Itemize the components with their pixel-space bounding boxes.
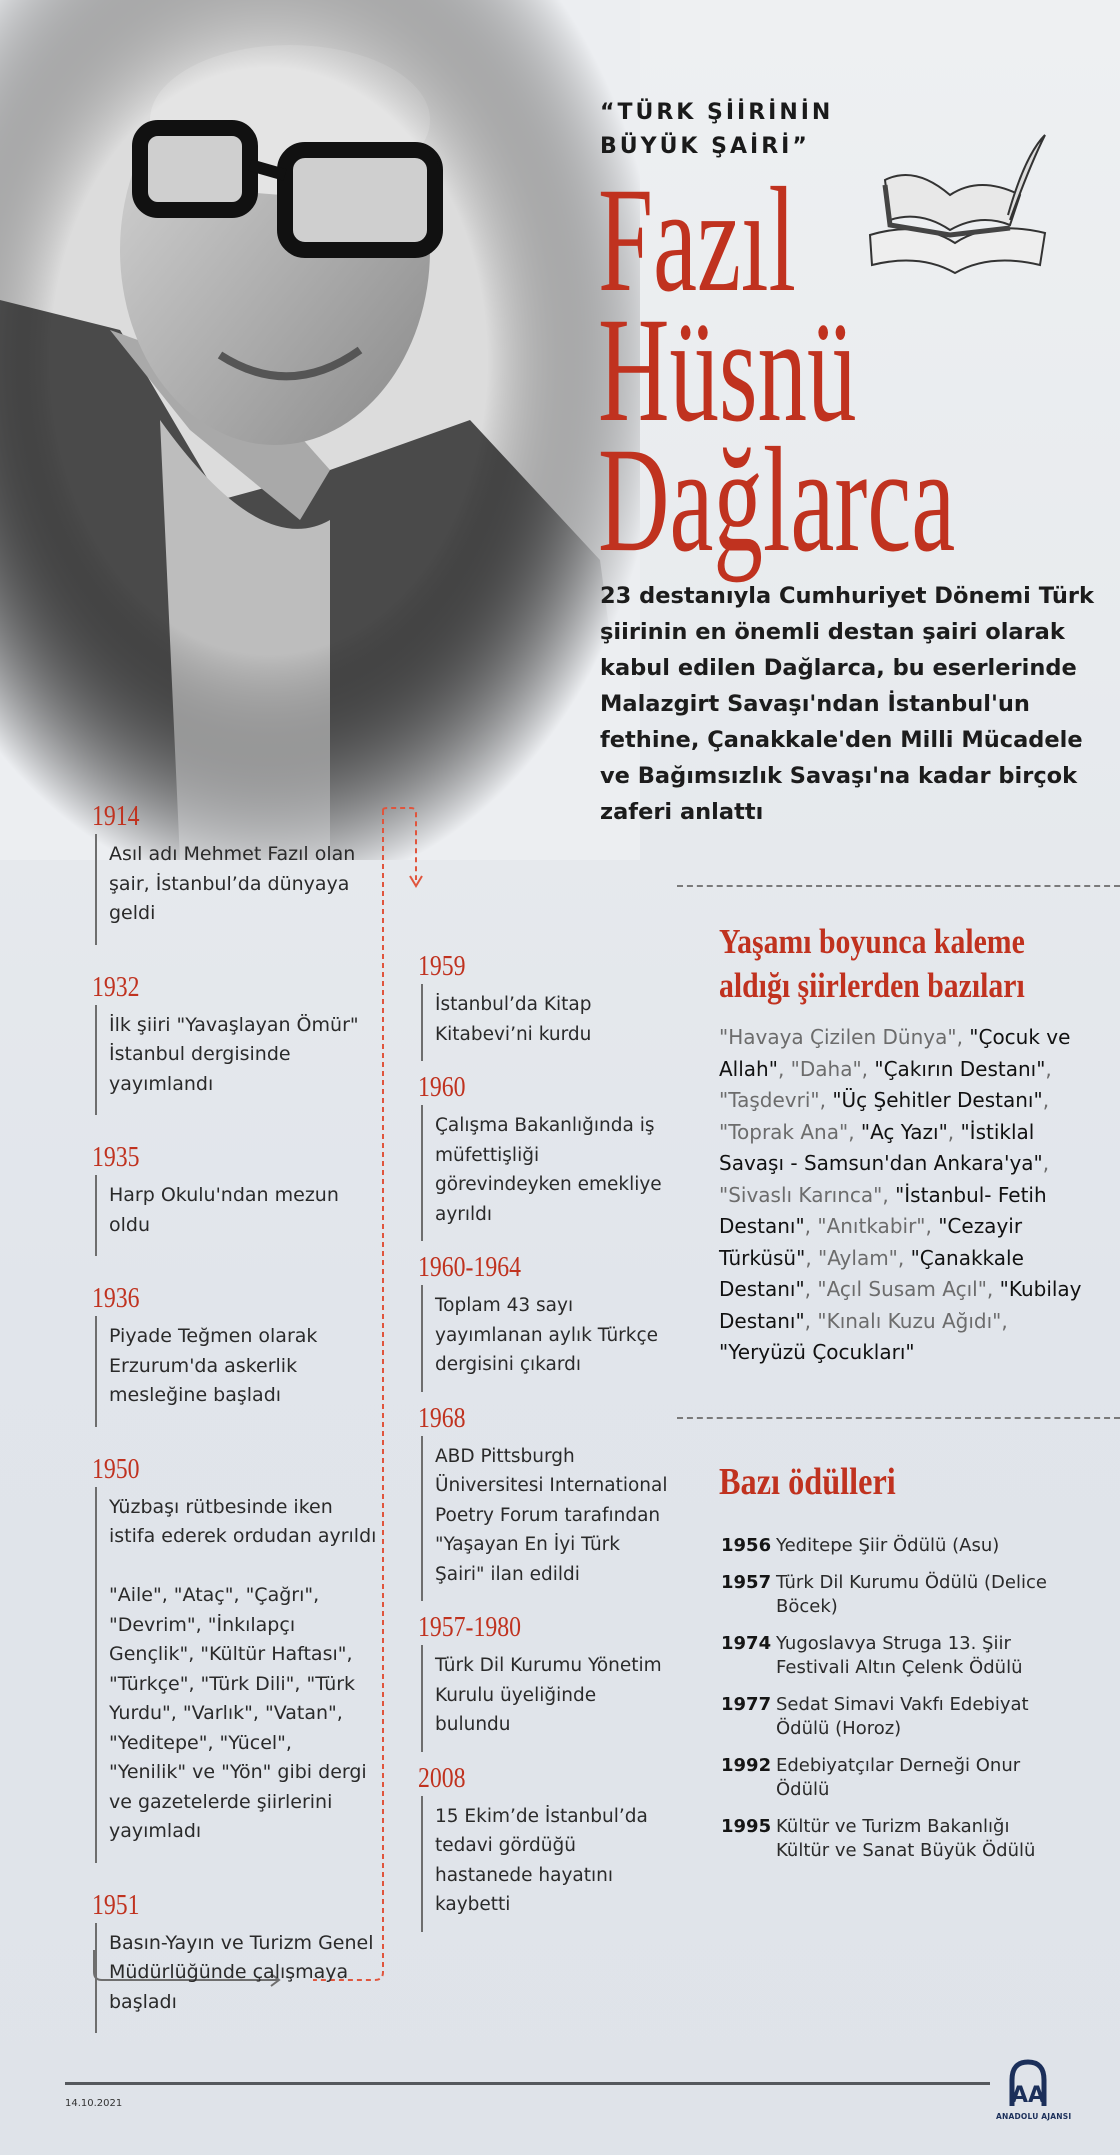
poem-title: "İstiklal Savaşı - Samsun'dan Ankara'ya" (719, 1119, 1043, 1175)
poem-title: "Çakırın Destanı" (874, 1056, 1046, 1081)
award-year: 1957 (721, 1571, 772, 1593)
timeline-text: 15 Ekim’de İstanbul’da tedavi gördüğü hastanede hayatını kaybetti (421, 1796, 678, 1932)
awards-heading: Bazı ödülleri (719, 1461, 896, 1503)
separator: , (805, 1245, 819, 1270)
timeline-entry (92, 1887, 392, 2034)
footer-divider (65, 2082, 990, 2085)
timeline-text: Basın-Yayın ve Turizm Genel Müdürlüğünde çalışmaya başladı (95, 1923, 392, 2034)
separator: , (1045, 1056, 1052, 1081)
separator: , (848, 1119, 861, 1144)
award-item (721, 1754, 1101, 1803)
timeline-entry (92, 1280, 392, 1427)
lead-paragraph: 23 destanıyla Cumhuriyet Dönemi Türk şiirinin en önemli destan şairi olarak kabul edilen Dağlarca, bu eserlerinde Malazgirt Savaşı'ndan İstanbul'un fethine, Çanakkale'den Milli Mücadele ve Bağımsızlık Savaşı'na kadar birçok zaferi anlattı (600, 583, 1094, 825)
timeline-entry (418, 1400, 678, 1602)
timeline-year: 1936 (92, 1282, 140, 1314)
poem-title: "Sivaslı Karınca" (719, 1182, 883, 1207)
award-year: 1956 (721, 1535, 772, 1556)
award-name: Yugoslavya Struga 13. Şiir Festivali Altın Çelenk Ödülü (776, 1632, 1023, 1678)
poem-title: "Cezayir Türküsü" (719, 1214, 1023, 1270)
separator: , (1042, 1088, 1050, 1112)
timeline-entry (92, 1451, 392, 1863)
timeline-entry (92, 798, 392, 945)
timeline-year: 1968 (418, 1401, 466, 1434)
portrait-photo (0, 0, 640, 860)
separator: , (956, 1025, 970, 1049)
separator: , (777, 1056, 791, 1081)
timeline-text: Piyade Teğmen olarak Erzurum'da askerlik mesleğine başladı (95, 1316, 392, 1427)
timeline-year: 1935 (92, 1141, 140, 1173)
tagline (600, 96, 833, 164)
award-name: Edebiyatçılar Derneği Onur Ödülü (776, 1754, 1021, 1800)
timeline-year: 1932 (92, 970, 140, 1003)
separator: , (804, 1277, 818, 1301)
award-item (721, 1693, 1101, 1742)
award-item (721, 1632, 1101, 1681)
separator: , (1042, 1151, 1050, 1175)
timeline-text: İstanbul’da Kitap Kitabevi’ni kurdu (421, 984, 678, 1061)
timeline-entry (92, 969, 392, 1116)
poems-heading-line-2: aldığı şiirlerden bazıları (719, 966, 1025, 1005)
timeline-entry (418, 948, 678, 1061)
poem-title: "Anıtkabir" (817, 1214, 926, 1238)
poems-heading-line-1: Yaşamı boyunca kaleme (719, 922, 1025, 961)
poem-title: "Çanakkale Destanı" (719, 1245, 1024, 1301)
anadolu-agency-logo (996, 2058, 1072, 2128)
award-name: Sedat Simavi Vakfı Edebiyat Ödülü (Horoz) (776, 1693, 1029, 1739)
timeline-right (418, 948, 678, 1940)
books-quill-icon (860, 125, 1050, 285)
award-year: 1974 (721, 1632, 772, 1654)
timeline-text: ABD Pittsburgh Üniversitesi International Poetry Forum tarafından "Yaşayan En İyi Türk Şairi" ilan edildi (421, 1436, 678, 1602)
divider (677, 1417, 1120, 1419)
title-name-first: Fazıl (598, 157, 796, 323)
poems-list (719, 1022, 1099, 1369)
tagline-line-1: “TÜRK ŞİİRİNİN (600, 100, 834, 125)
award-item (721, 1571, 1101, 1620)
poem-title: "Açıl Susam Açıl" (817, 1277, 987, 1301)
timeline-entry (418, 1069, 678, 1241)
timeline-year: 1950 (92, 1452, 140, 1485)
award-item (721, 1815, 1101, 1864)
title-name-middle: Hüsnü (598, 287, 857, 453)
timeline-year: 1957-1980 (418, 1611, 522, 1643)
tagline-line-2: BÜYÜK ŞAİRİ” (600, 134, 810, 159)
poem-title: "Üç Şehitler Destanı" (832, 1088, 1043, 1112)
awards-list (721, 1534, 1101, 1876)
timeline-year: 1951 (92, 1888, 140, 1921)
award-item (721, 1534, 1101, 1559)
timeline-text: Çalışma Bakanlığında iş müfettişliği görevindeyken emekliye ayrıldı (421, 1105, 678, 1241)
poem-title: "Kubilay Destanı" (719, 1277, 1082, 1333)
timeline-year: 2008 (418, 1761, 466, 1794)
timeline-entry (418, 1249, 678, 1392)
logo-mark: AA (1010, 2083, 1046, 2108)
separator: , (925, 1214, 939, 1238)
timeline-text: İlk şiiri "Yavaşlayan Ömür" İstanbul dergisinde yayımlandı (95, 1005, 392, 1116)
poem-title: "Aç Yazı" (860, 1119, 948, 1144)
timeline-entry (418, 1760, 678, 1932)
timeline-text: Harp Okulu'ndan mezun oldu (95, 1175, 392, 1256)
poem-title: "İstanbul- Fetih Destanı" (719, 1182, 1047, 1238)
timeline-year: 1914 (92, 800, 140, 832)
poem-title: "Havaya Çizilen Dünya" (719, 1025, 957, 1049)
timeline-entry (418, 1609, 678, 1752)
separator: , (882, 1182, 896, 1207)
separator: , (986, 1277, 1000, 1301)
divider (677, 885, 1120, 887)
timeline-year: 1960-1964 (418, 1251, 522, 1283)
separator: , (804, 1214, 818, 1238)
poem-title: "Toprak Ana" (719, 1119, 849, 1144)
award-year: 1992 (721, 1754, 772, 1776)
title-name-last: Dağlarca (598, 417, 956, 583)
logo-text: ANADOLU AJANSI (996, 2112, 1072, 2121)
award-name: Türk Dil Kurumu Ödülü (Delice Böcek) (776, 1571, 1047, 1617)
poem-title: "Kınalı Kuzu Ağıdı" (817, 1308, 1002, 1333)
poem-title: "Çocuk ve Allah" (719, 1025, 1071, 1081)
timeline-text: Türk Dil Kurumu Yönetim Kurulu üyeliğinde bulundu (421, 1645, 678, 1752)
award-name: Yeditepe Şiir Ödülü (Asu) (776, 1535, 1000, 1556)
award-name: Kültür ve Turizm Bakanlığı Kültür ve Sanat Büyük Ödülü (776, 1815, 1036, 1861)
timeline-entry (92, 1139, 392, 1256)
timeline-text: Yüzbaşı rütbesinde iken istifa ederek ordudan ayrıldı "Aile", "Ataç", "Çağrı", "Devrim", "İnkılapçı Gençlik", "Kültür Haftası", "Türkçe", "Türk Dili", "Türk Yurdu", "Varlık", "Vatan", "Yeditepe", "Yücel", "Yenilik" ve "Yön" gibi dergi ve gazetelerde şiirlerini yayımladı (95, 1487, 392, 1863)
separator: , (819, 1088, 833, 1112)
separator: , (861, 1056, 875, 1081)
publish-date: 14.10.2021 (65, 2098, 123, 2109)
aa-logo-icon (1006, 2058, 1050, 2108)
separator: , (947, 1119, 961, 1144)
poem-title: "Daha" (790, 1056, 862, 1081)
timeline-text: Toplam 43 sayı yayımlanan aylık Türkçe dergisini çıkardı (421, 1285, 678, 1392)
poem-title: "Aylam" (818, 1245, 898, 1270)
award-year: 1977 (721, 1693, 772, 1715)
separator: , (897, 1245, 911, 1270)
poem-title: "Taşdevri" (719, 1088, 820, 1112)
timeline-left (92, 798, 392, 2057)
poem-title: "Yeryüzü Çocukları" (719, 1340, 915, 1364)
timeline-year: 1960 (418, 1071, 466, 1103)
award-year: 1995 (721, 1815, 772, 1837)
timeline-text: Asıl adı Mehmet Fazıl olan şair, İstanbul’da dünyaya geldi (95, 834, 392, 945)
timeline-year: 1959 (418, 950, 466, 982)
separator: , (804, 1308, 818, 1333)
separator: , (1001, 1308, 1008, 1333)
